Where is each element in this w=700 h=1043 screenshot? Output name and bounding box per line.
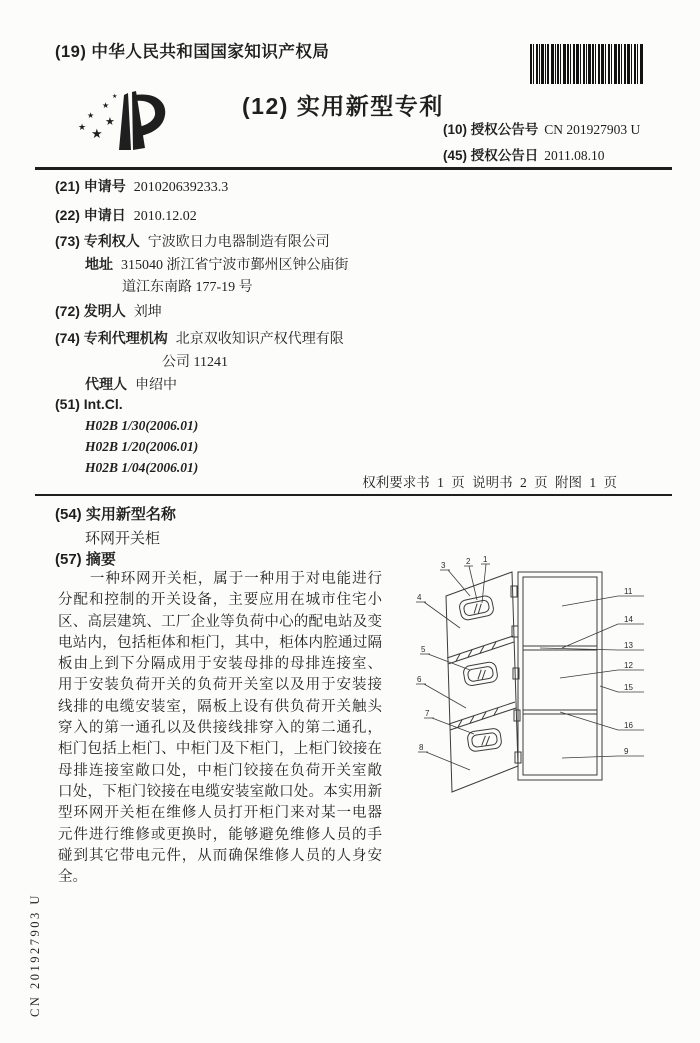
hinge — [511, 586, 517, 597]
address-label: 地址 — [85, 256, 113, 272]
agency-name-line1: 北京双收知识产权代理有限 — [175, 332, 344, 347]
application-date: 2010.12.02 — [133, 209, 197, 224]
figure-ref-numeral: 4 — [417, 593, 422, 602]
star-icon: ★ — [105, 116, 115, 128]
figure-ref-numeral: 11 — [624, 587, 633, 596]
abstract-line: 型环网开关柜在维修人员打开柜门来对某一电器 — [58, 805, 382, 822]
inventor-name: 刘坤 — [133, 305, 162, 320]
abstract-line: 一种环网开关柜，属于一种用于对电能进行 — [89, 571, 382, 587]
sipo-logo — [72, 82, 182, 164]
abstract-line: 板由上到下分隔成用于安装母排的母排连接室、 — [58, 656, 382, 673]
abstract-line: 用于安装负荷开关的负荷开关室以及用于安装接 — [58, 677, 382, 694]
figure-ref-numeral: 15 — [624, 683, 633, 692]
abstract-section-label: (57) 摘要 — [55, 551, 116, 568]
intcl-entry: H02B 1/04(2006.01) — [85, 460, 199, 475]
figure-ref-numeral: 16 — [624, 721, 633, 730]
figure-ref-numeral: 12 — [624, 661, 633, 670]
application-number: 201020639233.3 — [133, 180, 229, 195]
figure-ref-numeral: 13 — [624, 641, 633, 650]
door-window — [463, 661, 499, 686]
header-divider — [35, 167, 672, 170]
star-icon: ★ — [112, 94, 118, 100]
abstract-line: 分配和控制的开关设备，主要应用在城市住宅小 — [58, 592, 382, 609]
star-icon: ★ — [91, 126, 103, 141]
publication-number-row — [443, 118, 640, 138]
section-divider — [35, 494, 672, 496]
publication-number-label: (10) 授权公告号 — [443, 122, 539, 137]
document-type-title: (12) 实用新型专利 — [242, 93, 444, 119]
patentee-row — [55, 231, 330, 251]
abstract-line: 母排连接室敞口处，中柜门铰接在负荷开关室敞 — [58, 762, 382, 779]
agent-label: 代理人 — [85, 376, 127, 392]
application-number-row — [55, 176, 228, 196]
figure-ref-numeral: 3 — [441, 561, 446, 570]
agency-row-2 — [162, 351, 228, 371]
publication-date-row — [443, 144, 605, 164]
address-line1: 315040 浙江省宁波市鄞州区钟公庙街 — [121, 258, 349, 273]
abstract-line: 穿入的第一通孔以及供接线排穿入的第二通孔， — [58, 720, 382, 737]
intcl-entry: H02B 1/30(2006.01) — [85, 418, 199, 433]
pages-summary: 权利要求书 1 页 说明书 2 页 附图 1 页 — [362, 475, 617, 490]
barcode — [530, 44, 646, 84]
inventor-row — [55, 301, 162, 321]
issuing-office-line: (19) 中华人民共和国国家知识产权局 — [55, 43, 330, 61]
abstract-line: 口处，下柜门铰接在电缆安装室敞口处。本实用新 — [58, 783, 382, 800]
agency-label: (74) 专利代理机构 — [55, 330, 168, 346]
star-icon: ★ — [87, 111, 95, 120]
abstract-text — [58, 569, 382, 888]
title-section-label: (54) 实用新型名称 — [55, 506, 176, 523]
margin-publication-code: CN 201927903 U — [28, 893, 42, 1017]
hinge — [512, 626, 518, 637]
figure-ref-numeral: 9 — [624, 747, 629, 756]
agency-name-line2: 公司 11241 — [162, 355, 228, 370]
figure-ref-numeral: 6 — [417, 675, 422, 684]
publication-number: CN 201927903 U — [544, 122, 641, 137]
address-line2: 道江东南路 177-19 号 — [122, 280, 253, 295]
agent-row — [85, 374, 177, 394]
patentee-name: 宁波欧日力电器制造有限公司 — [147, 235, 330, 250]
address-row-2 — [122, 276, 253, 296]
abstract-line: 全。 — [58, 869, 87, 886]
abstract-line: 柜门包括上柜门、中柜门及下柜门，上柜门铰接在 — [58, 741, 382, 758]
application-number-label: (21) 申请号 — [55, 178, 126, 194]
figure-ref-numeral: 2 — [466, 557, 471, 566]
intcl-row — [55, 396, 123, 414]
figure-ref-numeral: 7 — [425, 709, 430, 718]
door-window — [467, 728, 502, 752]
cabinet-body — [518, 572, 602, 780]
agent-name: 申绍中 — [135, 378, 177, 393]
intcl-entry: H02B 1/20(2006.01) — [85, 439, 199, 454]
intcl-label: (51) Int.Cl. — [55, 396, 123, 412]
abstract-line: 碰到其它带电元件，从而确保维修人员的人身安 — [58, 847, 382, 864]
star-icon: ★ — [78, 122, 87, 132]
figure-ref-numeral: 1 — [483, 556, 488, 564]
cabinet-door — [446, 572, 518, 792]
abstract-line: 元件进行维修或更换时，能够避免维修人员的手 — [58, 826, 382, 843]
figure-ref-numeral: 14 — [624, 615, 633, 624]
agency-row — [55, 328, 344, 348]
figure-ref-numeral: 8 — [419, 743, 424, 752]
address-row — [85, 254, 349, 274]
publication-date-label: (45) 授权公告日 — [443, 148, 539, 163]
publication-date: 2011.08.10 — [544, 148, 605, 163]
inventor-label: (72) 发明人 — [55, 303, 126, 319]
patent-drawing — [412, 556, 660, 828]
application-date-label: (22) 申请日 — [55, 207, 126, 223]
abstract-line: 线排的电缆安装室，隔板上设有供负荷开关触头 — [58, 698, 382, 715]
abstract-line: 电站内，包括柜体和柜门，其中，柜体内腔通过隔 — [58, 634, 382, 651]
patentee-label: (73) 专利权人 — [55, 233, 140, 249]
invention-title: 环网开关柜 — [85, 531, 161, 547]
application-date-row — [55, 205, 197, 225]
abstract-line: 区、高层建筑、工厂企业等负荷中心的配电站及变 — [58, 613, 382, 630]
figure-ref-numeral: 5 — [421, 645, 426, 654]
star-icon: ★ — [102, 101, 110, 110]
